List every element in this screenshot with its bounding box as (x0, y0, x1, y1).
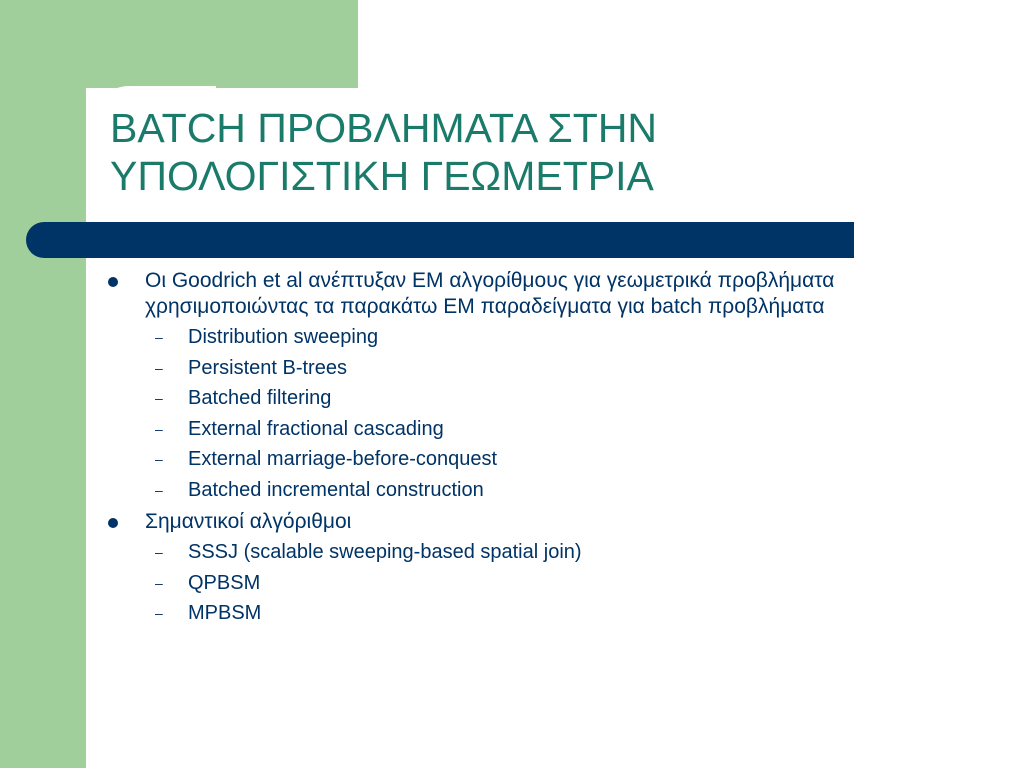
sub-item-text: External fractional cascading (188, 417, 444, 440)
sub-item (100, 414, 1000, 445)
top-accent-block (86, 0, 358, 88)
sub-item-text: Distribution sweeping (188, 326, 379, 348)
dash-icon: – (155, 605, 163, 621)
dash-icon: – (155, 420, 163, 437)
sub-item (100, 475, 1000, 506)
bullet-dot-icon (108, 518, 118, 528)
dash-icon: – (155, 544, 163, 560)
sub-item-text: Batched filtering (188, 387, 332, 409)
title-divider-bar (26, 222, 854, 258)
sub-item (100, 383, 1000, 414)
sub-item-text: SSSJ (scalable sweeping-based spatial join) (188, 541, 582, 563)
left-accent-bar (0, 0, 86, 768)
bullet-block (100, 268, 1000, 505)
slide-content (100, 268, 1000, 633)
dash-icon: – (155, 359, 163, 376)
dash-icon: – (155, 481, 163, 498)
bullet-block (100, 509, 1000, 629)
dash-icon: – (155, 451, 163, 467)
sub-item-text: QPBSM (188, 571, 261, 594)
sub-item (100, 568, 1000, 599)
dash-icon: – (155, 390, 163, 406)
bullet-item (100, 268, 1000, 320)
slide-title (110, 104, 657, 200)
sub-item-text: MPBSM (188, 602, 262, 624)
sub-item (100, 537, 1000, 568)
sub-item (100, 322, 1000, 353)
title-line: BATCH ΠΡΟΒΛΗΜΑΤΑ ΣΤΗΝ (110, 105, 658, 151)
sub-list (100, 322, 1000, 505)
title-line: ΥΠΟΛΟΓΙΣΤΙΚΗ ΓΕΩΜΕΤΡΙΑ (110, 153, 654, 199)
dash-icon: – (155, 329, 163, 345)
sub-item-text: Batched incremental construction (188, 478, 484, 501)
sub-item-text: Persistent B-trees (188, 356, 347, 379)
bullet-dot-icon (108, 277, 118, 287)
bullet-text: Οι Goodrich et al ανέπτυξαν EM αλγορίθμους για γεωμετρικά προβλήματα χρησιμοποιώντας τα παρακάτω EM παραδείγματα για batch προβλήματα (145, 269, 835, 318)
sub-item (100, 444, 1000, 475)
sub-item (100, 598, 1000, 629)
dash-icon: – (155, 574, 163, 591)
sub-list (100, 537, 1000, 629)
sub-item (100, 353, 1000, 384)
sub-item-text: External marriage-before-conquest (188, 448, 498, 470)
bullet-item (100, 509, 1000, 535)
bullet-text: Σημαντικοί αλγόριθμοι (145, 510, 352, 533)
